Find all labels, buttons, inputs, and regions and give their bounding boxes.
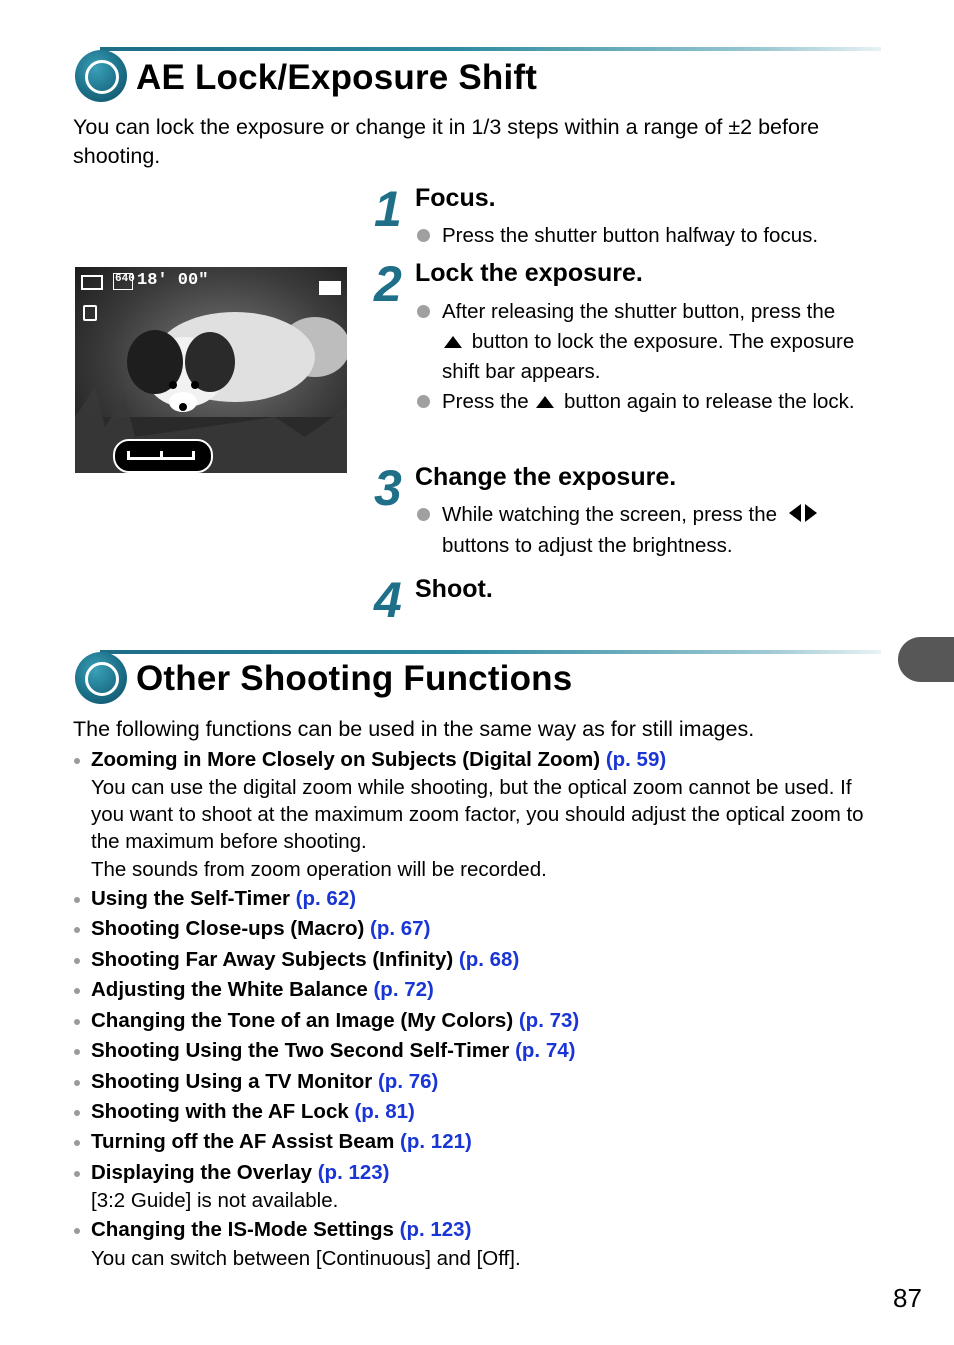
bullet-icon bbox=[417, 395, 430, 408]
list-bullet-icon bbox=[74, 988, 80, 994]
list-item bbox=[91, 948, 519, 972]
step-3-text-after: buttons to adjust the brightness. bbox=[442, 533, 733, 557]
up-button-icon bbox=[536, 396, 554, 408]
page-ref-link[interactable]: (p. 73) bbox=[518, 1009, 580, 1032]
list-item-note: [3:2 Guide] is not available. bbox=[91, 1189, 339, 1212]
chapter-tab-marker bbox=[898, 637, 954, 682]
exposure-bar-tick-left bbox=[127, 451, 130, 460]
page-ref-link[interactable]: (p. 123) bbox=[399, 1218, 472, 1241]
step-2-title: Lock the exposure. bbox=[415, 259, 643, 287]
section-rule bbox=[100, 47, 881, 51]
list-item bbox=[91, 748, 666, 772]
list-bullet-icon bbox=[74, 1228, 80, 1234]
list-item-note: The sounds from zoom operation will be recorded. bbox=[91, 858, 547, 881]
bullet-icon bbox=[417, 305, 430, 318]
list-item-label: Displaying the Overlay bbox=[91, 1161, 313, 1184]
section-circle-icon bbox=[75, 50, 127, 102]
list-item bbox=[91, 1100, 415, 1124]
list-item-label: Turning off the AF Assist Beam bbox=[91, 1130, 395, 1153]
up-button-icon bbox=[444, 336, 462, 348]
step-2-text-1 bbox=[442, 297, 882, 387]
left-right-buttons-icon bbox=[789, 501, 817, 531]
list-bullet-icon bbox=[74, 758, 80, 764]
page-ref-link[interactable]: (p. 62) bbox=[295, 887, 357, 910]
step-2-text-1-after: button to lock the exposure. The exposure shift bar appears. bbox=[442, 330, 855, 383]
bullet-icon bbox=[417, 508, 430, 521]
list-item-label: Shooting Close-ups (Macro) bbox=[91, 917, 365, 940]
section-circle-icon bbox=[75, 652, 127, 704]
list-item bbox=[91, 1009, 579, 1033]
exposure-bar-tick-center bbox=[160, 451, 163, 460]
step-1-text: Press the shutter button halfway to focus. bbox=[442, 224, 819, 247]
bullet-icon bbox=[417, 229, 430, 242]
step-1-title: Focus. bbox=[415, 184, 496, 212]
step-3-text bbox=[442, 500, 882, 561]
list-bullet-icon bbox=[74, 927, 80, 933]
list-item-label: Shooting Using a TV Monitor bbox=[91, 1070, 373, 1093]
ae-lock-icon bbox=[83, 305, 97, 321]
list-item-label: Using the Self-Timer bbox=[91, 887, 290, 910]
list-item-note: You can use the digital zoom while shooting, but the optical zoom cannot be used. If you want to shoot at the maximum zoom factor, you should adjust the optical zoom to the maximum before shooting. bbox=[91, 776, 864, 853]
list-item bbox=[91, 1130, 472, 1154]
list-bullet-icon bbox=[74, 897, 80, 903]
section-title-other-functions: Other Shooting Functions bbox=[136, 659, 573, 698]
list-item bbox=[91, 1039, 575, 1063]
step-3-number: 3 bbox=[374, 460, 402, 516]
list-item-label: Shooting Far Away Subjects (Infinity) bbox=[91, 948, 454, 971]
list-item bbox=[91, 1218, 471, 1242]
page-ref-link[interactable]: (p. 81) bbox=[354, 1100, 415, 1123]
page-ref-link[interactable]: (p. 76) bbox=[377, 1070, 439, 1093]
list-item-label: Zooming in More Closely on Subjects (Digital Zoom) bbox=[91, 748, 601, 771]
page-ref-link[interactable]: (p. 68) bbox=[458, 948, 520, 971]
exposure-bar-tick-right bbox=[192, 451, 195, 460]
list-bullet-icon bbox=[74, 1171, 80, 1177]
page-ref-link[interactable]: (p. 74) bbox=[515, 1039, 576, 1062]
list-bullet-icon bbox=[74, 1110, 80, 1116]
camera-lcd-image bbox=[75, 267, 347, 473]
exposure-shift-bar bbox=[113, 439, 213, 473]
section-intro: The following functions can be used in the same way as for still images. bbox=[73, 717, 755, 741]
list-bullet-icon bbox=[74, 1049, 80, 1055]
list-item bbox=[91, 917, 430, 941]
list-item-label: Shooting with the AF Lock bbox=[91, 1100, 349, 1123]
page-ref-link[interactable]: (p. 121) bbox=[400, 1130, 472, 1153]
list-item-label: Changing the IS-Mode Settings bbox=[91, 1218, 394, 1241]
battery-icon bbox=[81, 275, 103, 290]
list-item-label: Adjusting the White Balance bbox=[91, 978, 368, 1001]
step-2-text-2-after: button again to release the lock. bbox=[564, 390, 855, 413]
step-2-number: 2 bbox=[374, 256, 402, 312]
step-1-number: 1 bbox=[374, 181, 402, 237]
list-item-label: Changing the Tone of an Image (My Colors) bbox=[91, 1009, 514, 1032]
list-item bbox=[91, 1070, 438, 1094]
list-item-note: You can switch between [Continuous] and [Off]. bbox=[91, 1247, 521, 1270]
section-intro: You can lock the exposure or change it in 1/3 steps within a range of ±2 before shooting. bbox=[73, 115, 820, 168]
step-3-text-before: While watching the screen, press the bbox=[442, 503, 777, 526]
page-ref-link[interactable]: (p. 72) bbox=[373, 978, 434, 1001]
step-3-title: Change the exposure. bbox=[415, 463, 677, 491]
list-bullet-icon bbox=[74, 1080, 80, 1086]
section-title-ae-lock: AE Lock/Exposure Shift bbox=[136, 58, 538, 97]
list-bullet-icon bbox=[74, 958, 80, 964]
step-2-text-1-before: After releasing the shutter button, press the bbox=[442, 300, 836, 323]
movie-mode-icon bbox=[319, 281, 341, 295]
list-bullet-icon bbox=[74, 1140, 80, 1146]
section-rule bbox=[100, 650, 881, 654]
list-item-label: Shooting Using the Two Second Self-Timer bbox=[91, 1039, 510, 1062]
list-item bbox=[91, 1161, 390, 1185]
step-2-text-2 bbox=[442, 387, 882, 417]
page-ref-link[interactable]: (p. 123) bbox=[317, 1161, 390, 1184]
list-item bbox=[91, 978, 434, 1002]
step-2-text-2-before: Press the bbox=[442, 390, 529, 413]
dog-photo-illustration bbox=[75, 267, 347, 473]
page-number: 87 bbox=[893, 1283, 922, 1313]
resolution-label: 640 bbox=[115, 273, 135, 285]
remaining-time: 18' 00" bbox=[137, 271, 209, 290]
list-item bbox=[91, 887, 356, 911]
step-4-number: 4 bbox=[374, 572, 402, 628]
list-bullet-icon bbox=[74, 1019, 80, 1025]
page-ref-link[interactable]: (p. 67) bbox=[370, 917, 431, 940]
page-ref-link[interactable]: (p. 59) bbox=[605, 748, 667, 771]
step-4-title: Shoot. bbox=[415, 575, 493, 603]
